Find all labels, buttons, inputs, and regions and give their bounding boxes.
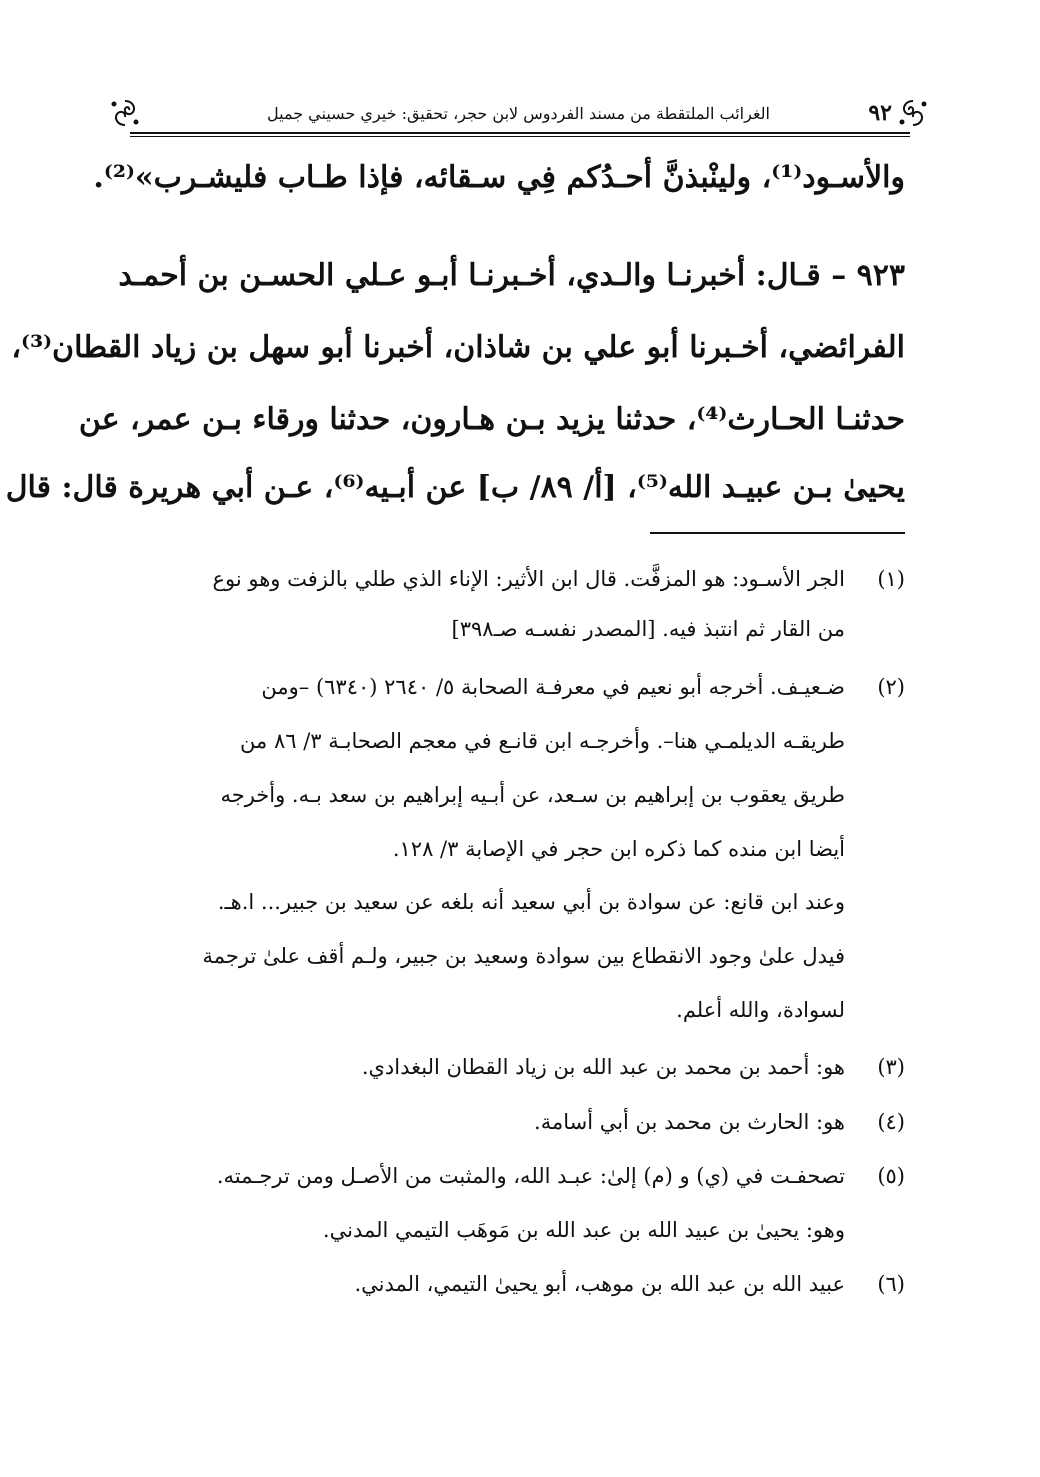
footnote-number: (٣) xyxy=(877,1055,905,1079)
footnote-line: الجر الأسـود: هو المزفَّت. قال ابن الأثير: الإناء الذي طلي بالزفت وهو نوع xyxy=(212,567,845,591)
footnote-number: (١) xyxy=(877,567,905,591)
floral-ornament-icon xyxy=(108,98,142,128)
footnote-number: (٥) xyxy=(877,1164,905,1188)
main-line-4: حدثنـا الحـارث⁽⁴⁾، حدثنا يزيد بـن هـارون، حدثنا ورقاء بـن عمر، عن xyxy=(78,402,905,437)
footnote-line: من القار ثم انتبذ فيه. [المصدر نفسـه صـ٣٩٨] xyxy=(451,617,845,641)
footnote-line: ضـعيـف. أخرجه أبو نعيم في معرفـة الصحابة ٥/ ٢٦٤٠ (٦٣٤٠) –ومن xyxy=(261,675,845,699)
footnote-line: تصحفـت في (ي) و (م) إلىٰ: عبـد الله، والمثبت من الأصـل ومن ترجـمته. xyxy=(216,1164,845,1188)
footnote-number: (٦) xyxy=(877,1272,905,1296)
footnote-line: عبيد الله بن عبد الله بن موهب، أبو يحيىٰ التيمي، المدني. xyxy=(354,1272,845,1296)
footnote-line: وعند ابن قانع: عن سوادة بن أبي سعيد أنه بلغه عن سعيد بن جبير... ا.هـ. xyxy=(217,890,845,914)
header-rule xyxy=(130,132,910,134)
main-line-3: الفرائضي، أخـبرنا أبو علي بن شاذان، أخبرنا أبو سهل بن زياد القطان⁽³⁾، xyxy=(11,330,905,365)
main-line-1: والأسـود⁽¹⁾، ولينْبذنَّ أحـدُكم فِي سـقائه، فإذا طـاب فليشـرب»⁽²⁾. xyxy=(93,160,905,195)
header-rule-thin xyxy=(130,136,910,137)
footnote-number: (٤) xyxy=(877,1110,905,1134)
footnote-line: فيدل علىٰ وجود الانقطاع بين سوادة وسعيد بن جبير، ولـم أقف علىٰ ترجمة xyxy=(202,944,845,968)
main-line-5: يحيىٰ بـن عبيـد الله⁽⁵⁾، [أ/ ٨٩/ ب] عن أبـيه⁽⁶⁾، عـن أبي هريرة قال: قال xyxy=(5,470,905,505)
header-title: الغرائب الملتقطة من مسند الفردوس لابن حجر، تحقيق: خيري حسيني جميل xyxy=(267,104,770,123)
floral-ornament-icon xyxy=(896,98,930,128)
footnote-line: هو: أحمد بن محمد بن عبد الله بن زياد القطان البغدادي. xyxy=(361,1055,845,1079)
footnote-line: وهو: يحيىٰ بن عبيد الله بن عبد الله بن مَوهَب التيمي المدني. xyxy=(322,1218,845,1242)
footnote-separator xyxy=(650,532,905,534)
footnote-line: طريقـه الديلمـي هنا–. وأخرجـه ابن قانـع في معجم الصحابـة ٣/ ٨٦ من xyxy=(240,729,845,753)
footnote-line: هو: الحارث بن محمد بن أبي أسامة. xyxy=(534,1110,845,1134)
footnote-line: طريق يعقوب بن إبراهيم بن سـعد، عن أبـيه إبراهيم بن سعد بـه. وأخرجه xyxy=(220,783,845,807)
running-header xyxy=(120,96,920,138)
footnote-line: لسوادة، والله أعلم. xyxy=(676,998,845,1022)
footnote-line: أيضا ابن منده كما ذكره ابن حجر في الإصابة ٣/ ١٢٨. xyxy=(392,837,845,861)
footnote-number: (٢) xyxy=(877,675,905,699)
main-line-2: ٩٢٣ – قـال: أخبرنـا والـدي، أخـبرنـا أبـو عـلي الحسـن بن أحمـد xyxy=(118,258,905,293)
page-number: ٩٢ xyxy=(868,100,892,126)
